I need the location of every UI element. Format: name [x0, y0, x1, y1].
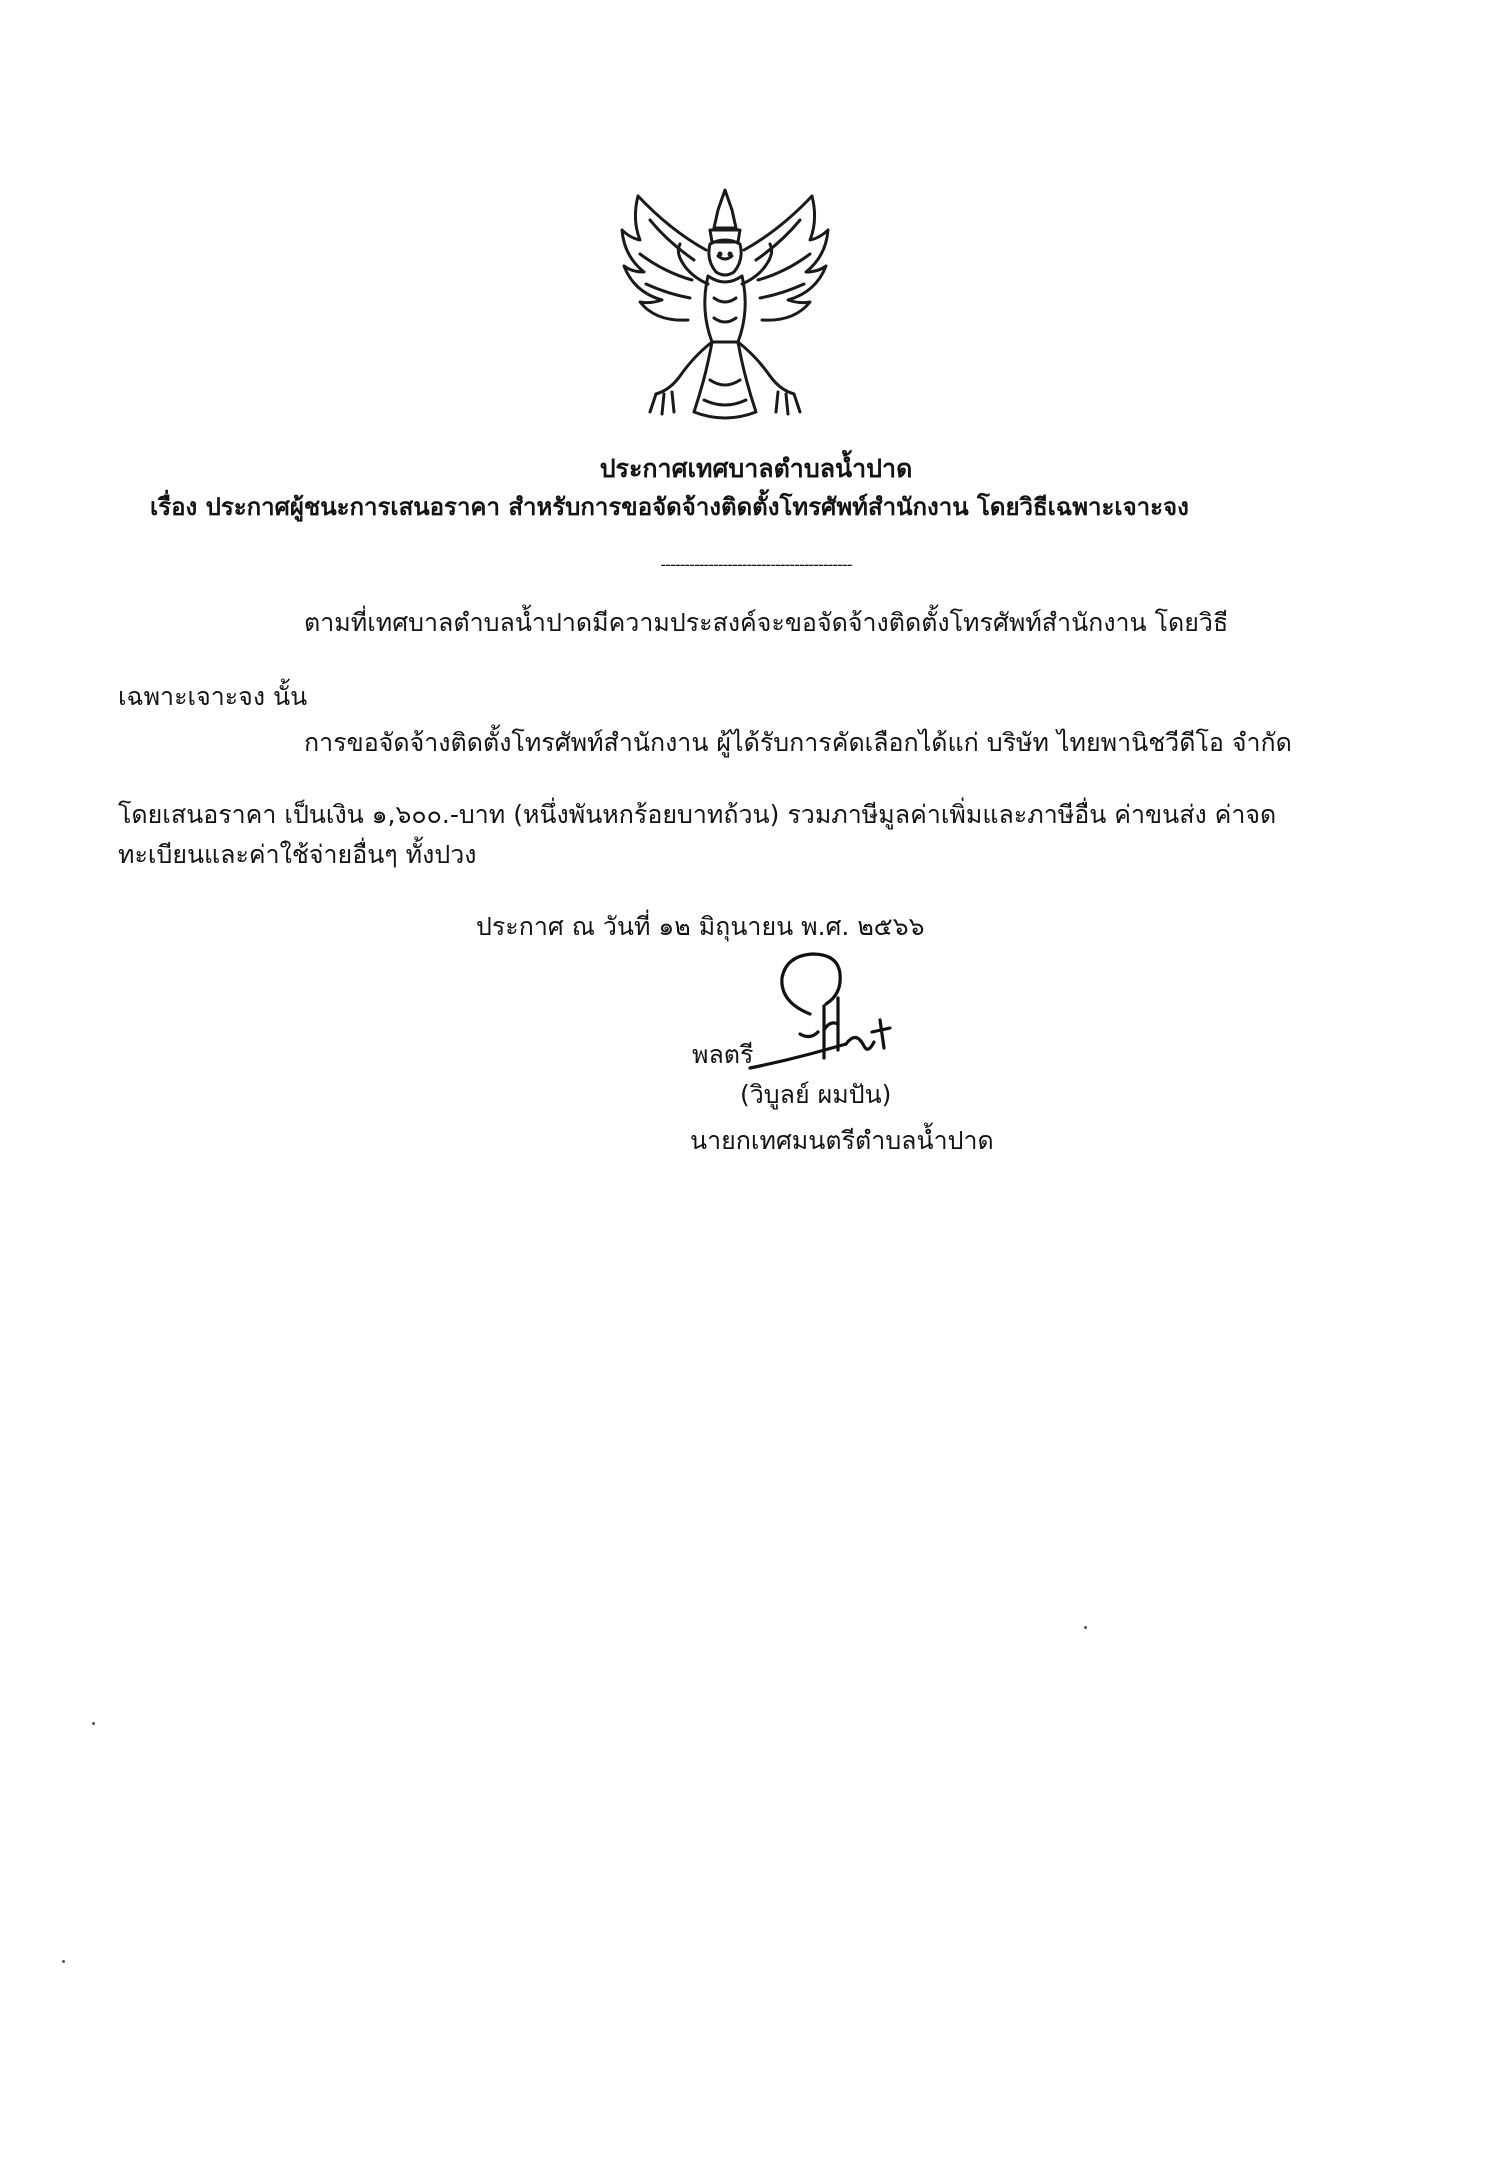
paragraph-2-line-2: โดยเสนอราคา เป็นเงิน ๑,๖๐๐.-บาท (หนึ่งพันหกร้อยบาทถ้วน) รวมภาษีมูลค่าเพิ่มและภาษีอื่น ค่าขนส่ง ค่าจด	[118, 800, 1277, 829]
scan-speck	[62, 1960, 65, 1963]
document-subject: เรื่อง ประกาศผู้ชนะการเสนอราคา สำหรับการขอจัดจ้างติดตั้งโทรศัพท์สำนักงาน โดยวิธีเฉพาะเจาะจง	[150, 493, 1189, 521]
garuda-emblem-icon	[610, 180, 840, 430]
scan-speck	[1084, 1626, 1087, 1629]
announcement-date: ประกาศ ณ วันที่ ๑๒ มิถุนายน พ.ศ. ๒๕๖๖	[476, 912, 925, 941]
handwritten-signature	[740, 950, 910, 1080]
signatory-rank: พลตรี	[692, 1040, 754, 1069]
paragraph-1-line-2: เฉพาะเจาะจง นั้น	[118, 682, 308, 711]
title-divider: ----------------------------------------	[660, 555, 852, 574]
signatory-name: (วิบูลย์ ผมปัน)	[740, 1080, 892, 1109]
signatory-position: นายกเทศมนตรีตำบลน้ำปาด	[690, 1126, 994, 1155]
paragraph-1-line-1: ตามที่เทศบาลตำบลน้ำปาดมีความประสงค์จะขอจัดจ้างติดตั้งโทรศัพท์สำนักงาน โดยวิธี	[304, 608, 1229, 637]
paragraph-2-line-3: ทะเบียนและค่าใช้จ่ายอื่นๆ ทั้งปวง	[118, 840, 477, 869]
scan-speck	[92, 1722, 95, 1725]
paragraph-2-line-1: การขอจัดจ้างติดตั้งโทรศัพท์สำนักงาน ผู้ได้รับการคัดเลือกได้แก่ บริษัท ไทยพานิชวีดีโอ จำกัด	[304, 728, 1292, 757]
document-title: ประกาศเทศบาลตำบลน้ำปาด	[599, 454, 913, 483]
